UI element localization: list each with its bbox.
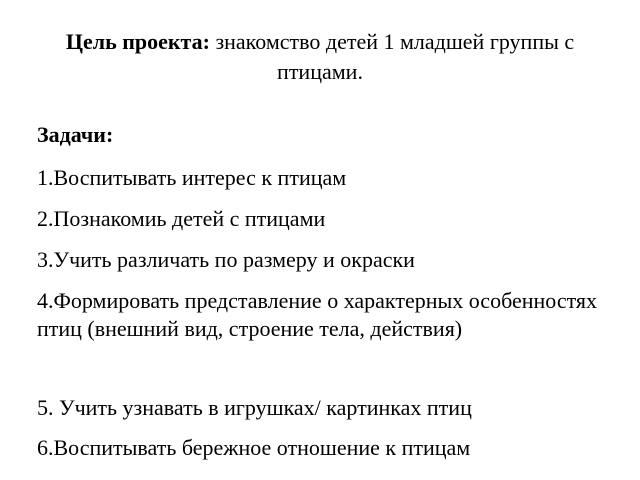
task-item: 2.Познакомиь детей с птицами [37, 206, 326, 231]
task-item: 6.Воспитывать бережное отношение к птицам [37, 435, 471, 460]
task-item: 5. Учить узнавать в игрушках/ картинках птиц [37, 395, 472, 420]
tasks-heading: Задачи: [37, 122, 114, 147]
task-item: 1.Воспитывать интерес к птицам [37, 165, 347, 190]
project-goal [30, 27, 610, 87]
goal-text: знакомство детей 1 младшей группы с птицами. [209, 29, 575, 84]
task-item: 3.Учить различать по размеру и окраски [37, 247, 415, 272]
goal-label: Цель проекта: [65, 29, 210, 54]
task-item: 4.Формировать представление о характерных особенностях птиц (внешний вид, строение тела, действия) [37, 288, 598, 341]
